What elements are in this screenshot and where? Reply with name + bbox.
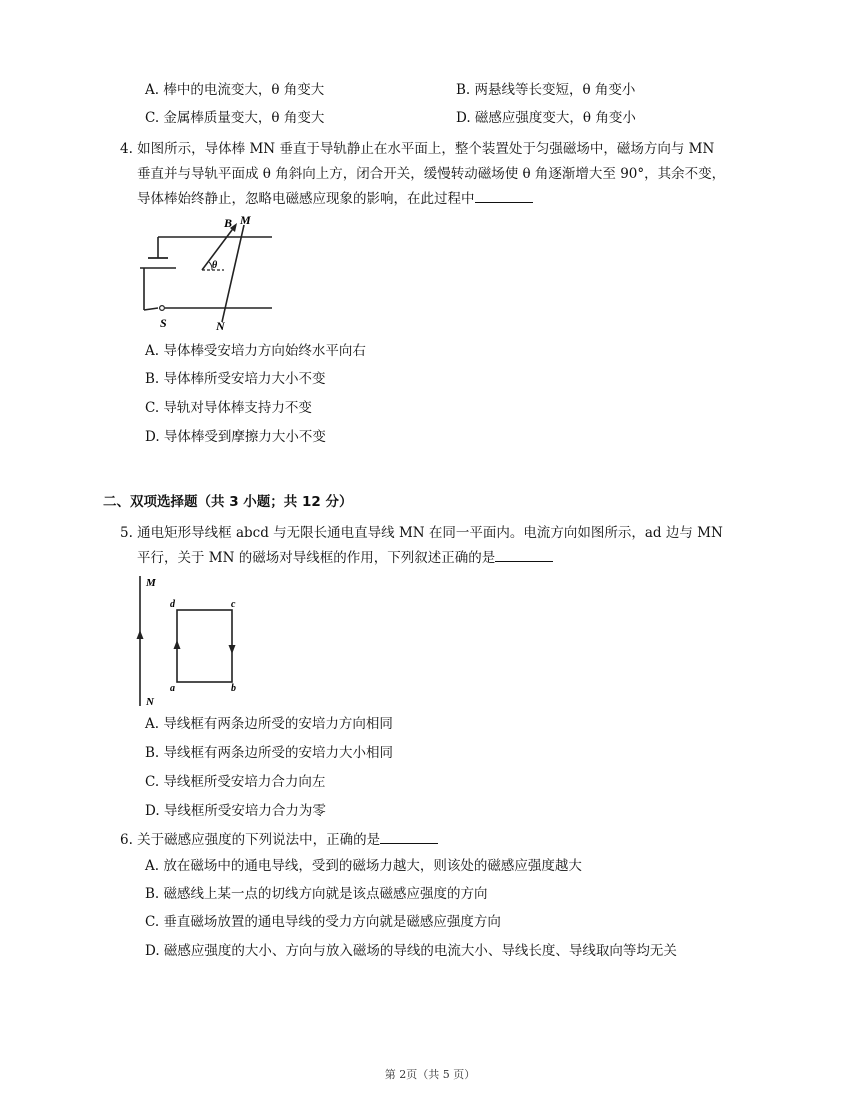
q4-stem-line1: 4. 如图所示，导体棒 MN 垂直于导轨静止在水平面上，整个装置处于匀强磁场中，磁场方向与 MN	[120, 141, 715, 157]
q4-answer-blank	[475, 190, 533, 203]
q5-option-b: B. 导线框有两条边所受的安培力大小相同	[145, 745, 394, 761]
q5-label-b: b	[231, 683, 236, 694]
q6-option-b: B. 磁感线上某一点的切线方向就是该点磁感应强度的方向	[145, 886, 488, 902]
q3-option-c: C. 金属棒质量变大，θ 角变大	[145, 110, 325, 126]
q4-label-n: N	[216, 319, 225, 333]
q5-frame-arrow-ad	[174, 640, 181, 649]
q5-label-c: c	[231, 599, 236, 610]
q4-label-s: S	[160, 316, 167, 330]
q4-option-a: A. 导体棒受安培力方向始终水平向右	[145, 343, 366, 359]
q5-frame-abcd	[177, 610, 232, 682]
q5-option-d: D. 导线框所受安培力合力为零	[145, 803, 326, 819]
q4-stem-line2: 垂直并与导轨平面成 θ 角斜向上方，闭合开关，缓慢转动磁场使 θ 角逐渐增大至 90°，其余不变，	[137, 166, 726, 182]
q6-option-a: A. 放在磁场中的通电导线，受到的磁场力越大，则该处的磁感应强度越大	[145, 858, 582, 874]
q5-stem-text: 平行，关于 MN 的磁场对导线框的作用，下列叙述正确的是	[137, 550, 496, 566]
q3-option-b: B. 两悬线等长变短，θ 角变小	[456, 82, 636, 98]
q4-option-b: B. 导体棒所受安培力大小不变	[145, 371, 326, 387]
q4-stem-line3	[137, 190, 533, 208]
q5-label-m: M	[146, 577, 156, 589]
q5-stem-line1: 5. 通电矩形导线框 abcd 与无限长通电直导线 MN 在同一平面内。电流方向如图所示，ad 边与 MN	[120, 525, 723, 541]
q5-label-a: a	[170, 683, 175, 694]
q3-option-a: A. 棒中的电流变大，θ 角变大	[145, 82, 325, 98]
page-footer: 第 2页（共 5 页）	[384, 1068, 476, 1081]
q4-option-c: C. 导轨对导体棒支持力不变	[145, 400, 312, 416]
q4-figure	[132, 210, 282, 335]
q4-switch-contact	[160, 306, 165, 311]
q5-stem-line2	[137, 549, 553, 567]
q4-switch-lever	[144, 308, 158, 310]
q4-label-theta: θ	[212, 260, 218, 271]
q5-frame-arrow-cb	[229, 645, 236, 654]
q6-option-d: D. 磁感应强度的大小、方向与放入磁场的导线的电流大小、导线长度、导线取向等均无关	[145, 943, 677, 959]
q5-option-c: C. 导线框所受安培力合力向左	[145, 774, 326, 790]
q4-label-b: B	[224, 216, 233, 230]
q6-option-c: C. 垂直磁场放置的通电导线的受力方向就是磁感应强度方向	[145, 914, 501, 930]
q6-stem-text: 6. 关于磁感应强度的下列说法中，正确的是	[120, 832, 381, 848]
q4-option-d: D. 导体棒受到摩擦力大小不变	[145, 429, 326, 445]
q5-answer-blank	[495, 549, 553, 562]
q4-stem-text: 导体棒始终静止，忽略电磁感应现象的影响，在此过程中	[137, 191, 475, 207]
q5-label-n: N	[146, 696, 154, 708]
q5-wire-current-arrow	[137, 630, 144, 639]
q4-label-m: M	[240, 213, 251, 227]
q5-label-d: d	[170, 599, 175, 610]
q5-figure	[132, 572, 262, 710]
section-2-title: 二、双项选择题（共 3 小题；共 12 分）	[103, 494, 353, 510]
q3-option-d: D. 磁感应强度变大，θ 角变小	[456, 110, 636, 126]
q5-option-a: A. 导线框有两条边所受的安培力方向相同	[145, 716, 393, 732]
q6-stem	[120, 831, 438, 849]
q4-field-arrow	[202, 226, 235, 270]
q6-answer-blank	[380, 831, 438, 844]
